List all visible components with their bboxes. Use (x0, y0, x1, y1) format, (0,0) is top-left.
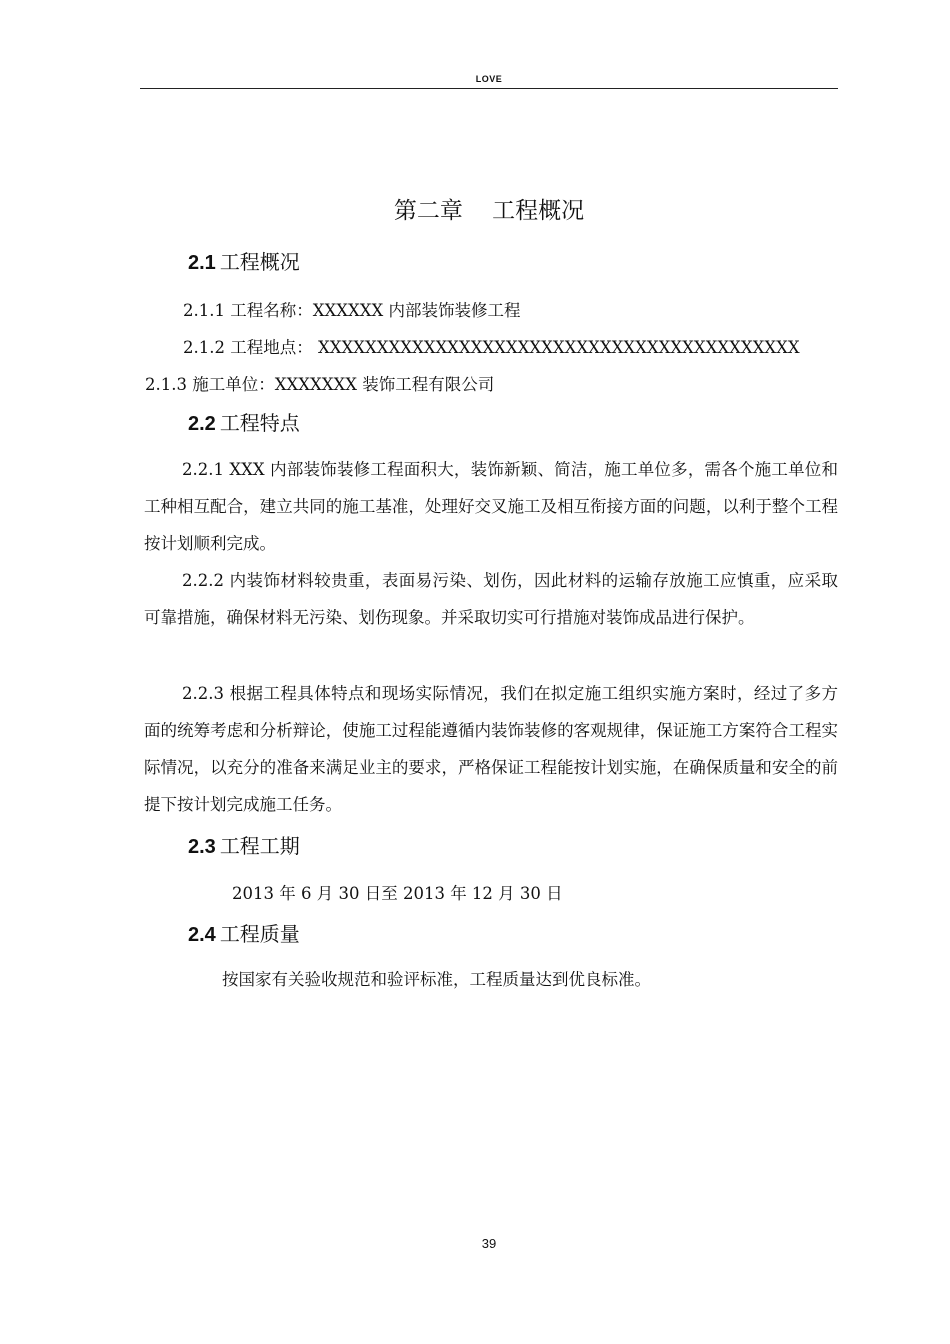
paragraph-2-2-3: 2.2.3 根据工程具体特点和现场实际情况，我们在拟定施工组织实施方案时，经过了多方面的统筹考虑和分析辩论，使施工过程能遵循内装饰装修的客观规律，保证施工方案符合工程实际情况，以充分的准备来满足业主的要求，严格保证工程能按计划实施，在确保质量和安全的前提下按计划完成施工任务。 (144, 684, 838, 814)
section-heading-2-2 (188, 407, 300, 436)
section-heading-2-3 (188, 830, 300, 859)
section-number: 2.3 (188, 836, 216, 858)
quality-line: 按国家有关验收规范和验评标准，工程质量达到优良标准。 (222, 970, 651, 989)
construction-unit-line: 2.1.3 施工单位：XXXXXXX 装饰工程有限公司 (145, 375, 495, 394)
section-title: 工程工期 (219, 834, 300, 858)
chapter-title: 第二章 工程概况 (393, 198, 585, 224)
section-title: 工程特点 (219, 411, 300, 435)
paragraph-2-2-2: 2.2.2 内装饰材料较贵重，表面易污染、划伤，因此材料的运输存放施工应慎重，应采取可靠措施，确保材料无污染、划伤现象。并采取切实可行措施对装饰成品进行保护。 (144, 571, 838, 627)
project-name-line: 2.1.1 工程名称：XXXXXX 内部装饰装修工程 (183, 301, 521, 320)
schedule-line: 2013 年 6 月 30 日至 2013 年 12 月 30 日 (232, 884, 563, 903)
section-number: 2.4 (188, 924, 216, 946)
section-number: 2.1 (188, 252, 216, 274)
section-title: 工程质量 (219, 922, 300, 946)
running-header: LOVE (475, 74, 503, 84)
section-heading-2-4 (188, 918, 300, 947)
paragraph-2-2-1: 2.2.1 XXX 内部装饰装修工程面积大，装饰新颖、简洁，施工单位多，需各个施工单位和工种相互配合，建立共同的施工基准，处理好交叉施工及相互衔接方面的问题，以利于整个工程按计划顺利完成。 (144, 460, 838, 553)
header-rule (140, 88, 838, 89)
page-number: 39 (481, 1236, 497, 1251)
section-title: 工程概况 (219, 250, 300, 274)
section-heading-2-1 (188, 246, 300, 275)
section-number: 2.2 (188, 413, 216, 435)
project-location-line: 2.1.2 工程地点： XXXXXXXXXXXXXXXXXXXXXXXXXXXXXXXXXXXXXXXXX (183, 338, 800, 357)
